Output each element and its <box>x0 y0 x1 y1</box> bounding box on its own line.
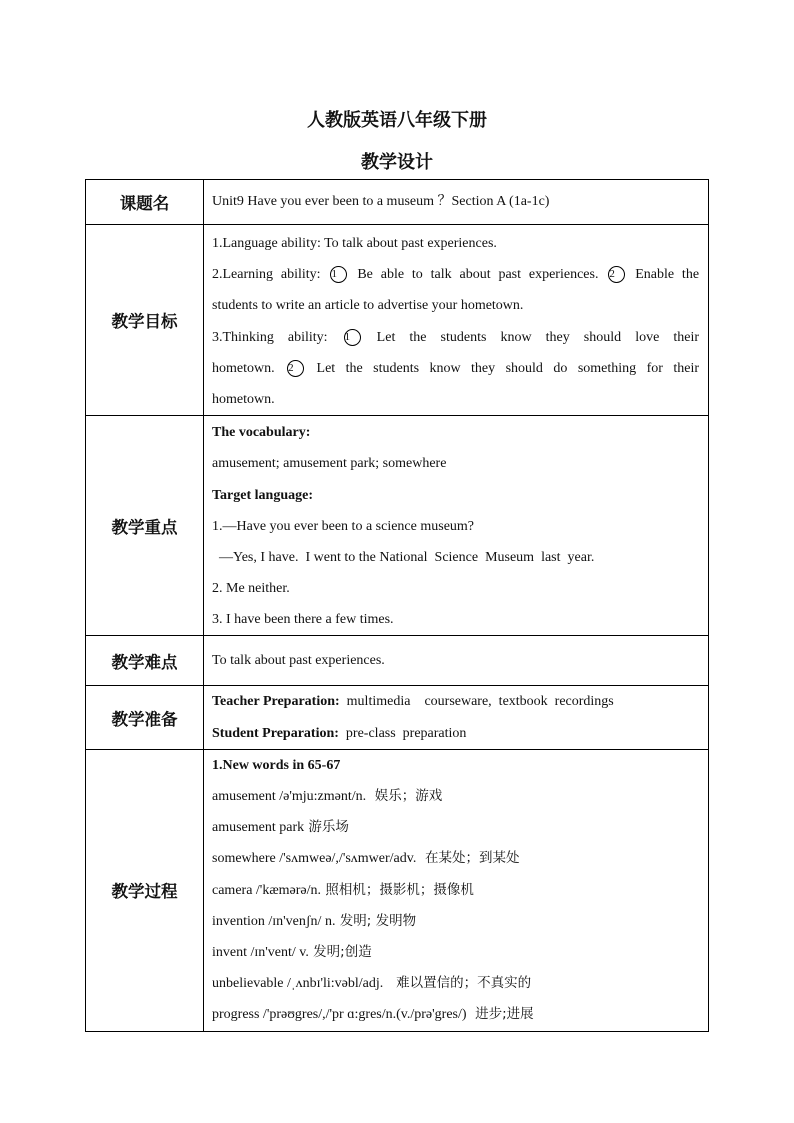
topic-text: Unit9 Have you ever been to a museum ？Section A (1a-1c) <box>212 194 550 209</box>
table-row-key-points <box>86 416 709 636</box>
word-entry-cn: 游乐场 <box>304 819 349 836</box>
circled-number-1: 1 <box>330 266 347 283</box>
word-entry-cn: 照相机；摄影机；摄像机 <box>321 881 474 898</box>
table-row-difficulties <box>86 636 709 686</box>
row-content-topic <box>204 180 709 225</box>
new-words-heading: 1.New words in 65-67 <box>212 757 341 773</box>
row-label-key-points: 教学重点 <box>86 416 204 636</box>
word-entry-cn: 进步;进展 <box>466 1006 534 1023</box>
document-subtitle: 教学设计 <box>361 152 433 173</box>
target-sentence-2: 2. Me neither. <box>212 581 290 597</box>
objective-learning <box>212 259 699 290</box>
word-entry-en: invent /ɪn'vent/ v. <box>212 944 309 960</box>
word-entry-en: unbelievable /ˌʌnbɪ'li:vəbl/adj. <box>212 976 384 992</box>
row-content-objectives <box>204 225 709 416</box>
word-entry-cn: 发明; 发明物 <box>335 912 417 929</box>
word-entry-en: amusement park <box>212 820 305 836</box>
row-content-preparation <box>204 686 709 749</box>
lesson-plan-table <box>85 179 709 1032</box>
word-entry-en: somewhere /'sʌmweə/,/'sʌmwer/adv. <box>212 851 417 867</box>
row-content-key-points <box>204 416 709 636</box>
objective-thinking-lead: 3.Thinking ability: <box>212 329 328 345</box>
objective-learning-part1: Be able to talk about past experiences. <box>357 267 599 283</box>
objective-thinking-part2: Let the students know they should do something for their <box>316 360 700 376</box>
word-entry <box>212 937 699 968</box>
objective-thinking-end: hometown. <box>212 391 275 407</box>
row-label-process: 教学过程 <box>86 749 204 1031</box>
word-entry <box>212 781 699 812</box>
word-entry <box>212 968 699 999</box>
target-language-heading: Target language: <box>212 487 313 503</box>
word-entry <box>212 875 699 906</box>
word-entry-cn: 难以置信的；不真实的 <box>383 975 532 992</box>
objective-learning-part2: Enable the <box>635 267 700 283</box>
objective-learning-lead: 2.Learning ability: <box>212 267 321 283</box>
objective-language: 1.Language ability: To talk about past experiences. <box>212 236 497 251</box>
row-content-difficulties <box>204 636 709 686</box>
row-content-process <box>204 749 709 1031</box>
target-sentence-1: 1.—Have you ever been to a science museum? <box>212 518 475 534</box>
objective-learning-cont: students to write an article to advertise your hometown. <box>212 298 524 314</box>
row-label-objectives: 教学目标 <box>86 225 204 416</box>
word-entry-en: camera /'kæmərə/n. <box>212 882 322 898</box>
word-entry <box>212 999 699 1030</box>
table-row-topic <box>86 180 709 225</box>
vocabulary-list: amusement; amusement park; somewhere <box>212 456 447 472</box>
document-title: 人教版英语八年级下册 <box>307 110 487 131</box>
circled-number-2: 2 <box>608 266 625 283</box>
target-sentence-1-reply: —Yes, I have. I went to the National Science Museum last year. <box>212 549 595 565</box>
table-row-process <box>86 749 709 1031</box>
word-entry-en: amusement /ə'mju:zmənt/n. <box>212 789 367 804</box>
circled-number-1: 1 <box>344 329 361 346</box>
word-entry-cn: 发明;创造 <box>308 943 372 960</box>
teacher-preparation <box>212 686 699 717</box>
teacher-preparation-text: multimedia courseware, textbook recordings <box>339 694 614 710</box>
word-entry-en: invention /ɪn'venʃn/ n. <box>212 913 336 929</box>
row-label-difficulties: 教学难点 <box>86 636 204 686</box>
target-sentence-3: 3. I have been there a few times. <box>212 612 394 628</box>
objective-thinking-hometown: hometown. <box>212 360 275 376</box>
student-preparation-text: pre-class preparation <box>338 725 467 741</box>
student-preparation-heading: Student Preparation: <box>212 725 339 741</box>
objective-thinking-part1: Let the students know they should love their <box>376 329 700 345</box>
student-preparation <box>212 718 699 749</box>
circled-number-2: 2 <box>287 360 304 377</box>
table-row-preparation <box>86 686 709 749</box>
objective-thinking-cont <box>212 353 699 384</box>
table-row-objectives <box>86 225 709 416</box>
vocabulary-heading: The vocabulary: <box>212 425 311 441</box>
word-entry <box>212 906 699 937</box>
objective-thinking <box>212 322 699 353</box>
teacher-preparation-heading: Teacher Preparation: <box>212 694 340 710</box>
row-label-preparation: 教学准备 <box>86 686 204 749</box>
word-entry <box>212 812 699 843</box>
row-label-topic: 课题名 <box>86 180 204 225</box>
word-entry-cn: 在某处；到某处 <box>416 850 520 867</box>
difficulties-text: To talk about past experiences. <box>212 653 385 669</box>
word-entry <box>212 843 699 874</box>
word-entry-cn: 娱乐；游戏 <box>366 788 443 804</box>
word-entry-en: progress /'prəʊgres/,/'pr ɑ:gres/n.(v./prə'gres/) <box>212 1007 467 1023</box>
